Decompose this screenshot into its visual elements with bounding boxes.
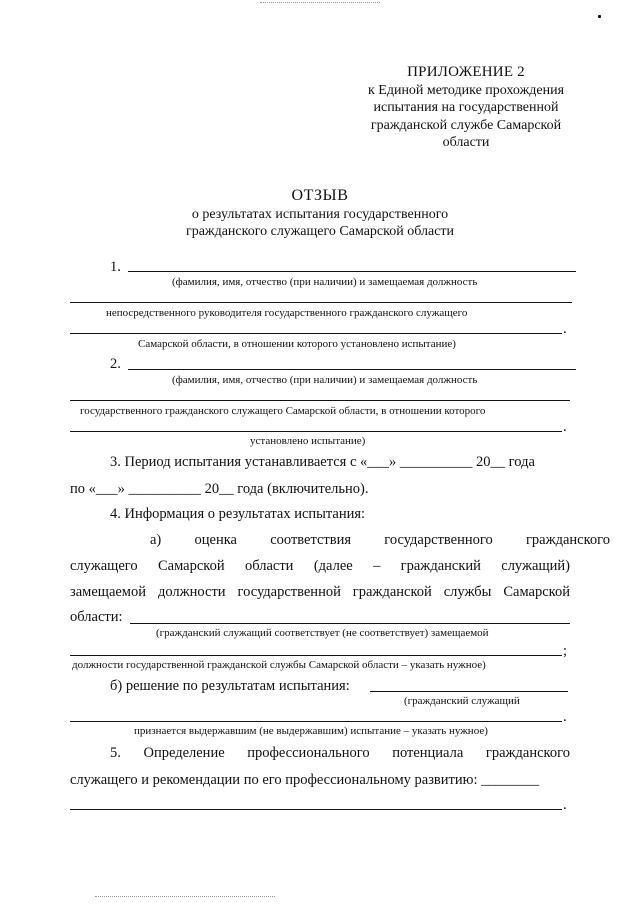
appendix-line-2: испытания на государственной <box>373 100 559 115</box>
item4b-blank-1[interactable] <box>370 691 568 692</box>
item2-number: 2. <box>110 356 121 372</box>
item4a-l3-w5: Самарской <box>503 584 570 600</box>
item4a-l2-w0: служащего <box>70 558 138 574</box>
scan-artifact-bottom <box>95 896 275 897</box>
item5-line-1 <box>110 744 570 762</box>
item4a-l2-w5: гражданский <box>400 558 481 574</box>
appendix-heading: ПРИЛОЖЕНИЕ 2 <box>407 64 525 80</box>
item4b-caption-1: (гражданский служащий <box>404 695 520 707</box>
item4a-w1: оценка <box>194 532 237 548</box>
item3-line-1: 3. Период испытания устанавливается с «___» __________ 20__ года <box>110 454 535 470</box>
item2-period: . <box>563 419 567 435</box>
scan-speck <box>598 15 601 18</box>
document-title <box>150 186 490 240</box>
item4a-w0: а) <box>150 532 162 548</box>
item4a-l3-w1: должности <box>157 584 226 600</box>
item4a-caption-1: (гражданский служащий соответствует (не соответствует) замещаемой <box>156 627 489 639</box>
item4a-w2: соответствия <box>270 532 352 548</box>
item3-line-2: по «___» __________ 20__ года (включительно). <box>70 481 369 497</box>
item4a-l3-w2: государственной <box>237 584 341 600</box>
item5-w0: 5. <box>110 745 121 761</box>
item2-caption-1: (фамилия, имя, отчество (при наличии) и замещаемая должность <box>172 374 478 386</box>
item4a-line-1 <box>110 531 610 549</box>
item4a-caption-2: должности государственной гражданской службы Самарской области – указать нужное) <box>72 659 486 671</box>
item2-caption-3: установлено испытание) <box>250 435 366 447</box>
item4a-blank-2[interactable] <box>70 655 562 656</box>
item1-blank-1[interactable] <box>128 271 576 272</box>
title-sub-2: гражданского служащего Самарской области <box>185 224 455 239</box>
scan-artifact-top <box>260 2 380 3</box>
item4a-w3: государственного <box>384 532 493 548</box>
item4a-semicolon: ; <box>563 643 568 659</box>
item4a-line-2 <box>70 557 570 575</box>
title-sub-1: о результатах испытания государственного <box>191 207 449 222</box>
item2-blank-1[interactable] <box>128 369 576 370</box>
item4a-l3-w3: гражданской <box>352 584 432 600</box>
item4a-w4: гражданского <box>525 532 610 548</box>
item5-w4: гражданского <box>485 745 570 761</box>
item4b-period: . <box>563 709 567 725</box>
item4a-l2-w3: (далее <box>313 558 353 574</box>
item1-caption-2: непосредственного руководителя государственного гражданского служащего <box>106 307 468 319</box>
item4a-line-4: области: <box>70 609 123 625</box>
item5-period: . <box>563 797 567 813</box>
item5-w2: профессионального <box>247 745 370 761</box>
item1-caption-3: Самарской области, в отношении которого установлено испытание) <box>138 338 456 350</box>
appendix-line-4: области <box>442 135 490 150</box>
item4b-caption-2: признается выдержавшим (не выдержавшим) испытание – указать нужное) <box>134 725 488 737</box>
item5-w3: потенциала <box>392 745 464 761</box>
item4a-l2-w2: области <box>244 558 294 574</box>
item4a-l2-w6: служащий) <box>501 558 570 574</box>
item1-blank-3[interactable] <box>70 333 562 334</box>
item4a-l2-w1: Самарской <box>157 558 225 574</box>
item4a-blank-1[interactable] <box>130 623 570 624</box>
item4b-line: б) решение по результатам испытания: <box>110 678 350 694</box>
item5-w1: Определение <box>143 745 225 761</box>
item1-caption-1: (фамилия, имя, отчество (при наличии) и замещаемая должность <box>172 276 478 288</box>
item1-period: . <box>563 321 567 337</box>
item1-blank-2[interactable] <box>70 302 572 303</box>
item5-blank[interactable] <box>70 809 562 810</box>
item4b-blank-2[interactable] <box>70 721 562 722</box>
item4-heading: 4. Информация о результатах испытания: <box>110 506 366 522</box>
item4a-line-3 <box>70 583 570 601</box>
item1-number: 1. <box>110 259 121 275</box>
appendix-line-3: гражданской службе Самарской <box>370 117 562 133</box>
item2-caption-2: государственного гражданского служащего Самарской области, в отношении которого <box>80 405 486 417</box>
item2-blank-2[interactable] <box>70 400 570 401</box>
item2-blank-3[interactable] <box>70 431 562 432</box>
item4a-l3-w0: замещаемой <box>70 584 146 600</box>
appendix-block <box>346 64 586 152</box>
item5-line-2: служащего и рекомендации по его профессиональному развитию: ________ <box>70 772 540 788</box>
item4a-l2-w4: – <box>373 558 381 574</box>
appendix-line-1: к Единой методике прохождения <box>367 82 565 98</box>
item4a-l3-w4: службы <box>443 584 492 600</box>
title-main: ОТЗЫВ <box>291 187 349 204</box>
